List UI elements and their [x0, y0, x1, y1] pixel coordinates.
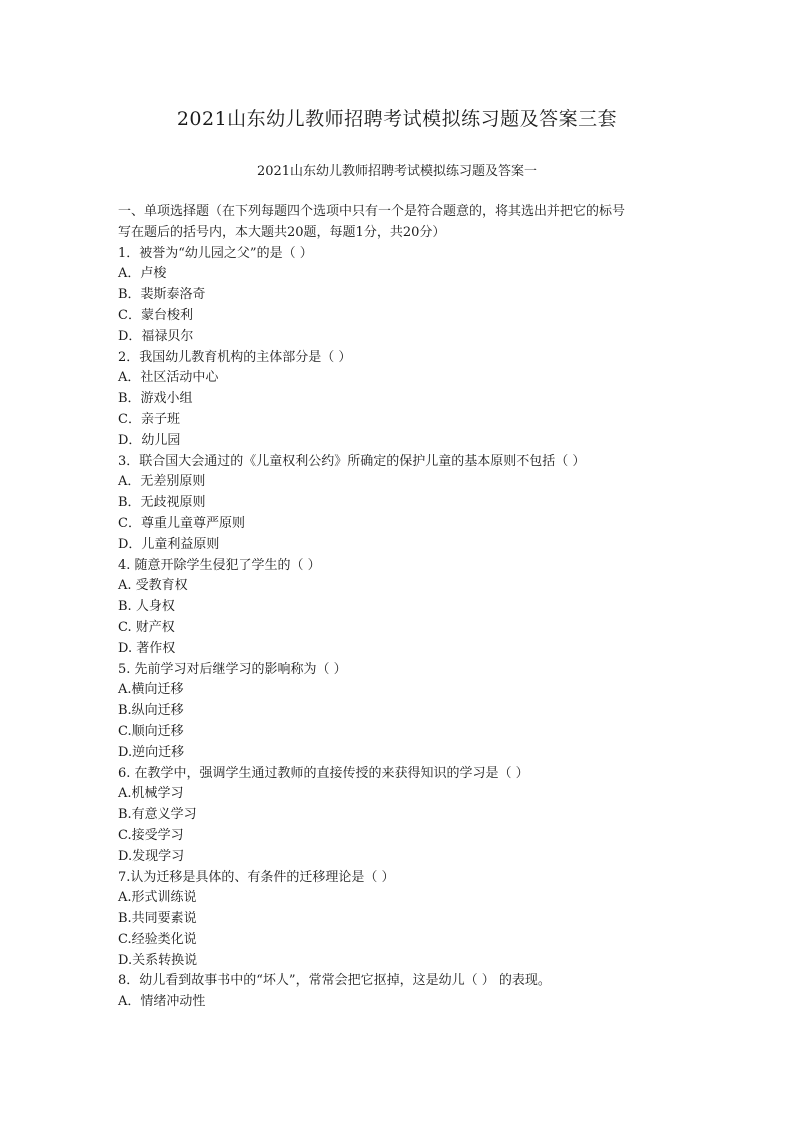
- text-line: B.有意义学习: [118, 807, 197, 823]
- text-line: D. 著作权: [118, 640, 176, 656]
- text-line: A．社区活动中心: [118, 370, 219, 386]
- text-line: B.纵向迁移: [118, 703, 184, 719]
- text-line: C.接受学习: [118, 827, 184, 843]
- text-line: C．蒙台梭利: [118, 307, 193, 323]
- text-line: C．亲子班: [118, 411, 180, 427]
- text-line: D．福禄贝尔: [118, 328, 194, 344]
- text-line: A. 受教育权: [118, 578, 188, 594]
- document-body: [118, 202, 678, 1013]
- text-line: 1．被誉为“幼儿园之父”的是（ ）: [118, 245, 313, 261]
- text-line: A．卢梭: [118, 266, 167, 282]
- text-line: D．儿童利益原则: [118, 536, 220, 552]
- text-line: B．裴斯泰洛奇: [118, 287, 206, 303]
- text-line: 4. 随意开除学生侵犯了学生的（ ）: [118, 557, 321, 573]
- text-line: 3．联合国大会通过的《儿童权利公约》所确定的保护儿童的基本原则不包括（ ）: [118, 453, 586, 469]
- question-list: [118, 244, 678, 1013]
- text-line: C.经验类化说: [118, 931, 197, 947]
- text-line: A.机械学习: [118, 786, 184, 802]
- text-line: C．尊重儿童尊严原则: [118, 515, 245, 531]
- text-line: 2．我国幼儿教育机构的主体部分是（ ）: [118, 349, 352, 365]
- document-title: 2021山东幼儿教师招聘考试模拟练习题及答案三套: [176, 108, 618, 130]
- text-line: C. 财产权: [118, 619, 175, 635]
- text-line: D.逆向迁移: [118, 744, 185, 760]
- text-line: B．无歧视原则: [118, 495, 206, 511]
- text-line: 8．幼儿看到故事书中的“坏人”，常常会把它抠掉，这是幼儿（ ） 的表现。: [118, 973, 551, 989]
- section-heading-cont: 写在题后的括号内，本大题共20题，每题1分，共20分）: [118, 224, 446, 240]
- text-line: B．游戏小组: [118, 391, 193, 407]
- text-line: 5. 先前学习对后继学习的影响称为（ ）: [118, 661, 347, 677]
- text-line: C.顺向迁移: [118, 723, 184, 739]
- text-line: D.关系转换说: [118, 952, 198, 968]
- text-line: D.发现学习: [118, 848, 185, 864]
- text-line: A．情绪冲动性: [118, 994, 206, 1010]
- text-line: A.横向迁移: [118, 682, 184, 698]
- text-line: 6. 在教学中，强调学生通过教师的直接传授的来获得知识的学习是（ ）: [118, 765, 529, 781]
- text-line: 7.认为迁移是具体的、有条件的迁移理论是（ ）: [118, 869, 395, 885]
- text-line: A.形式训练说: [118, 890, 197, 906]
- text-line: A．无差别原则: [118, 474, 206, 490]
- text-line: B.共同要素说: [118, 911, 197, 927]
- text-line: D．幼儿园: [118, 432, 181, 448]
- document-subtitle: 2021山东幼儿教师招聘考试模拟练习题及答案一: [256, 164, 538, 179]
- text-line: B. 人身权: [118, 599, 175, 615]
- section-heading: 一、单项选择题（在下列每题四个选项中只有一个是符合题意的，将其选出并把它的标号: [118, 204, 626, 219]
